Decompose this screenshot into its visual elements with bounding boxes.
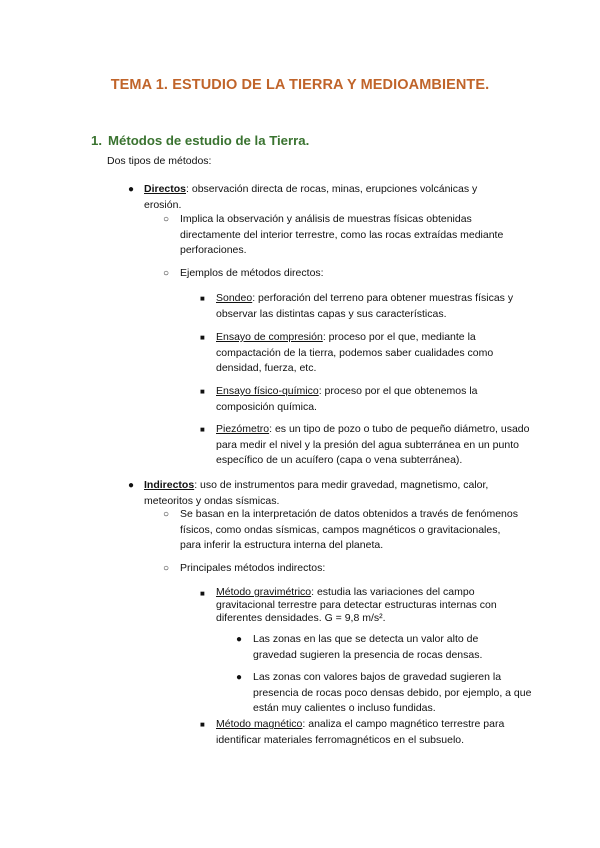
directos-sub-1: Implica la observación y análisis de muestras físicas obtenidas directamente del interior terrestre, como las rocas extraídas mediante perforaciones. xyxy=(180,213,504,256)
list-item-indirectos xyxy=(144,478,516,509)
magnetico-text: : analiza el campo magnético terrestre para identificar materiales ferromagnéticos en el subsuelo. xyxy=(216,718,505,746)
bullet-marker: ● xyxy=(128,184,135,195)
section-number: 1. xyxy=(91,133,102,148)
directos-item-piezometro xyxy=(216,422,538,469)
circle-marker: ○ xyxy=(163,268,170,279)
document-title: TEMA 1. ESTUDIO DE LA TIERRA Y MEDIOAMBIENTE. xyxy=(110,77,490,93)
indirectos-item-magnetico xyxy=(216,717,538,748)
circle-marker: ○ xyxy=(163,563,170,574)
section-title: Métodos de estudio de la Tierra. xyxy=(108,133,310,148)
piezometro-text: : es un tipo de pozo o tubo de pequeño diámetro, usado para medir el nivel y la presión del agua subterránea en un punto específico de un acuífero (capa o vena subterránea). xyxy=(216,423,530,466)
directos-item-sondeo xyxy=(216,291,534,322)
indirectos-item-gravimetrico xyxy=(216,586,534,625)
indirectos-text: : uso de instrumentos para medir gravedad, magnetismo, calor, meteoritos y ondas sísmicas. xyxy=(144,479,489,507)
square-marker: ■ xyxy=(200,720,205,729)
directos-text: : observación directa de rocas, minas, erupciones volcánicas y erosión. xyxy=(144,183,478,211)
intro-text: Dos tipos de métodos: xyxy=(107,155,212,167)
bullet-marker: ● xyxy=(236,672,243,683)
section-heading xyxy=(91,133,309,148)
term-piezometro: Piezómetro xyxy=(216,423,270,435)
compresion-text: : proceso por el que, mediante la compactación de la tierra, podemos saber cualidades como densidad, fuerza, etc. xyxy=(216,331,494,374)
bullet-marker: ● xyxy=(236,634,243,645)
term-compresion: Ensayo de compresión xyxy=(216,331,323,343)
circle-marker: ○ xyxy=(163,214,170,225)
square-marker: ■ xyxy=(200,425,205,434)
square-marker: ■ xyxy=(200,294,205,303)
term-sondeo: Sondeo xyxy=(216,292,253,304)
bullet-marker: ● xyxy=(128,480,135,491)
term-magnetico: Método magnético xyxy=(216,718,303,730)
list-item-directos xyxy=(144,182,504,213)
gravimetrico-text: : estudia las variaciones del campo gravitacional terrestre para detectar estructuras internas con diferentes densidades. G = 9,8 m/s². xyxy=(216,586,497,624)
square-marker: ■ xyxy=(200,333,205,342)
term-directos: Directos xyxy=(144,183,187,195)
directos-item-compresion xyxy=(216,330,534,377)
circle-marker: ○ xyxy=(163,509,170,520)
indirectos-sub-2: Principales métodos indirectos: xyxy=(180,562,326,574)
grav-point-2: Las zonas con valores bajos de gravedad sugieren la presencia de rocas poco densas debido, por ejemplo, a que están muy calientes o incluso fundidas. xyxy=(253,671,532,714)
directos-sub-2: Ejemplos de métodos directos: xyxy=(180,267,324,279)
term-gravimetrico: Método gravimétrico xyxy=(216,586,312,598)
term-fisicoquimico: Ensayo físico-químico xyxy=(216,385,319,397)
term-indirectos: Indirectos xyxy=(144,479,195,491)
indirectos-sub-1: Se basan en la interpretación de datos obtenidos a través de fenómenos físicos, como ondas sísmicas, campos magnéticos o gravitacionales, para inferir la estructura interna del planeta. xyxy=(180,508,518,551)
sondeo-text: : perforación del terreno para obtener muestras físicas y observar las distintas capas y sus características. xyxy=(216,292,514,320)
square-marker: ■ xyxy=(200,387,205,396)
directos-item-fisicoquimico xyxy=(216,384,534,415)
fisicoquimico-text: : proceso por el que obtenemos la composición química. xyxy=(216,385,478,413)
square-marker: ■ xyxy=(200,589,205,598)
grav-point-1: Las zonas en las que se detecta un valor alto de gravedad sugieren la presencia de rocas densas. xyxy=(253,633,483,661)
